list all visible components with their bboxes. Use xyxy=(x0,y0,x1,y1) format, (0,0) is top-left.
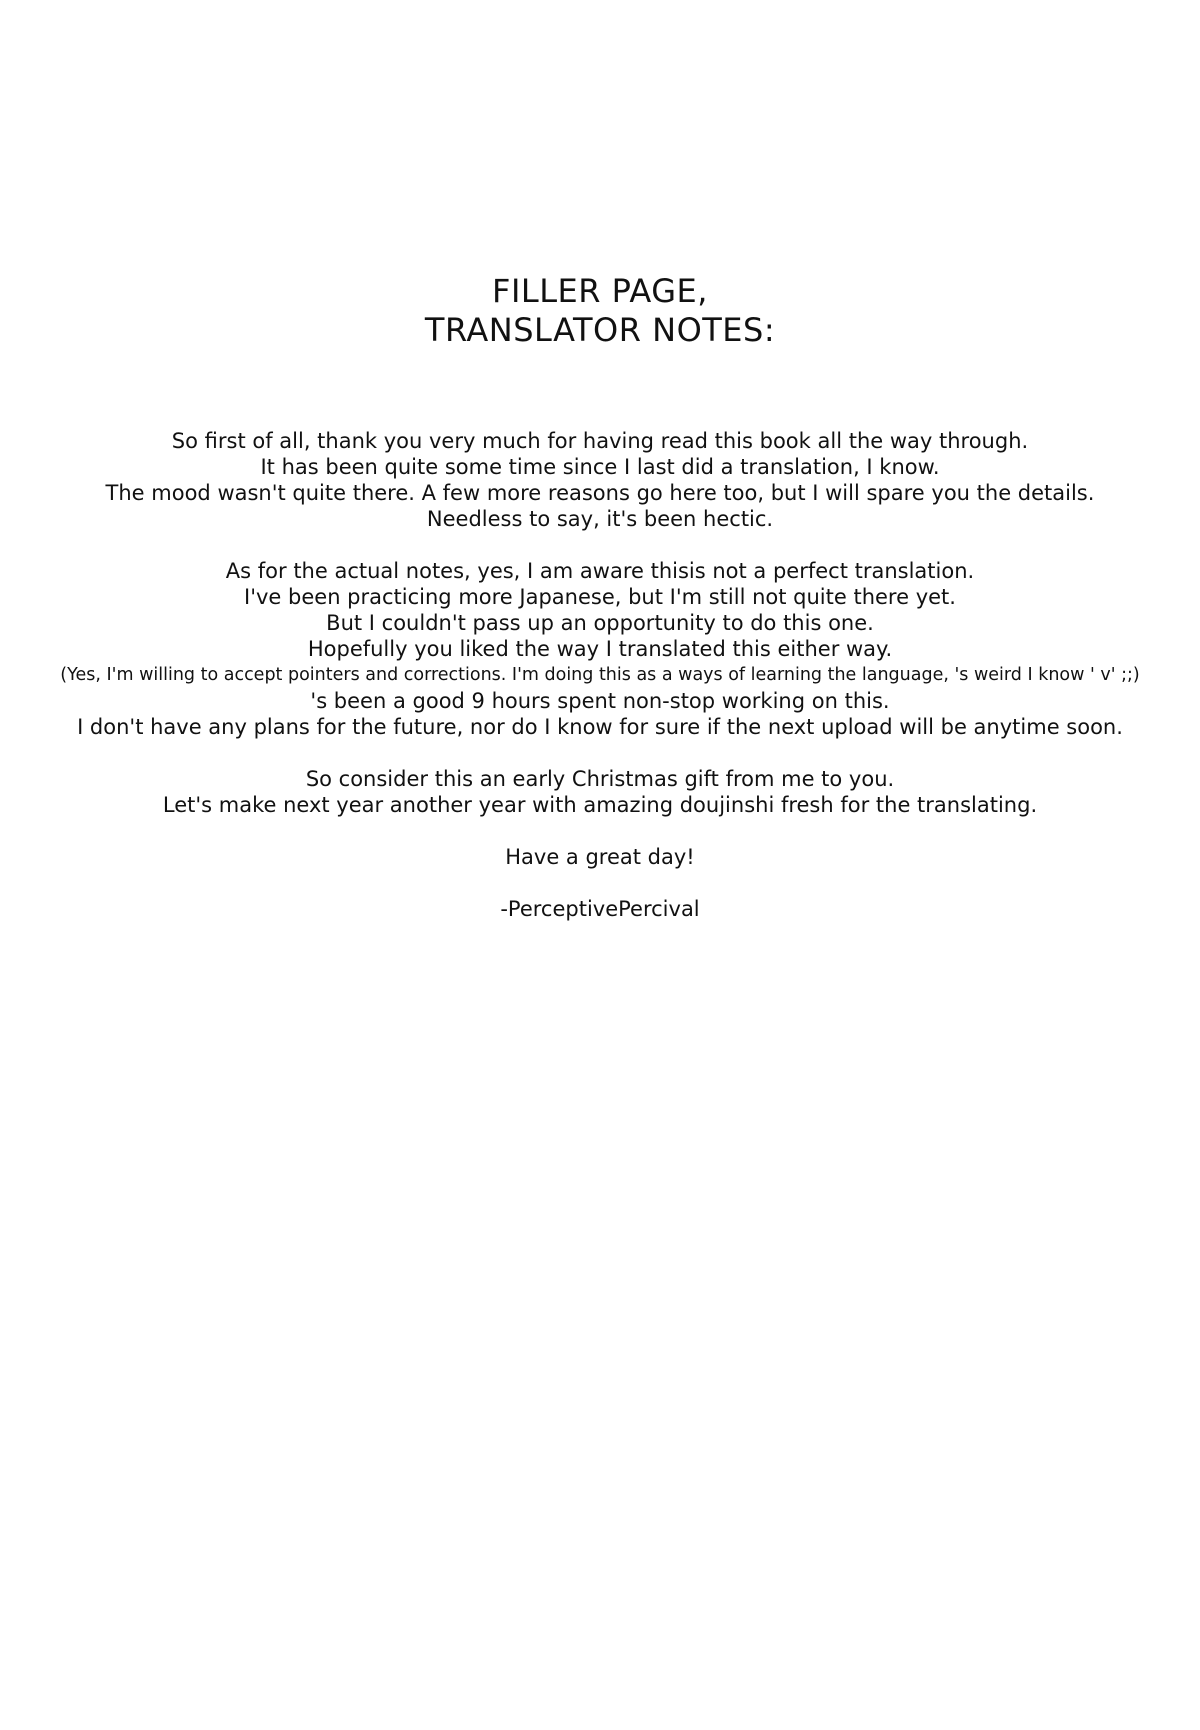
paragraph-spacer xyxy=(0,532,1200,558)
title-line-1: FILLER PAGE, xyxy=(492,272,708,310)
paragraph-2-line-parenthetical: (Yes, I'm willing to accept pointers and corrections. I'm doing this as a ways of learning the language, 's weird I know ' v' ;;) xyxy=(60,665,1140,685)
paragraph-2-line: Hopefully you liked the way I translated this either way. xyxy=(307,637,893,661)
paragraph-spacer xyxy=(0,818,1200,844)
title-line-2: TRANSLATOR NOTES: xyxy=(424,311,776,349)
closing-line: Have a great day! xyxy=(505,845,695,869)
signature: -PerceptivePercival xyxy=(500,897,700,921)
paragraph-3-line: Let's make next year another year with amazing doujinshi fresh for the translating. xyxy=(162,793,1038,817)
paragraph-2-line: But I couldn't pass up an opportunity to do this one. xyxy=(326,611,874,635)
paragraph-2-line: I've been practicing more Japanese, but I'm still not quite there yet. xyxy=(244,585,956,609)
translator-notes xyxy=(0,428,1200,922)
paragraph-2-line: I don't have any plans for the future, nor do I know for sure if the next upload will be anytime soon. xyxy=(77,715,1123,739)
paragraph-1-line: The mood wasn't quite there. A few more reasons go here too, but I will spare you the details. xyxy=(105,481,1095,505)
paragraph-2-line: As for the actual notes, yes, I am aware thisis not a perfect translation. xyxy=(225,559,975,583)
paragraph-2-line: 's been a good 9 hours spent non-stop working on this. xyxy=(310,689,890,713)
paragraph-1-line: Needless to say, it's been hectic. xyxy=(426,507,774,531)
paragraph-1-line: It has been quite some time since I last did a translation, I know. xyxy=(260,455,940,479)
page-title xyxy=(0,272,1200,350)
paragraph-3-line: So consider this an early Christmas gift from me to you. xyxy=(305,767,895,791)
paragraph-spacer xyxy=(0,740,1200,766)
paragraph-spacer xyxy=(0,870,1200,896)
paragraph-1-line: So first of all, thank you very much for having read this book all the way through. xyxy=(171,429,1029,453)
